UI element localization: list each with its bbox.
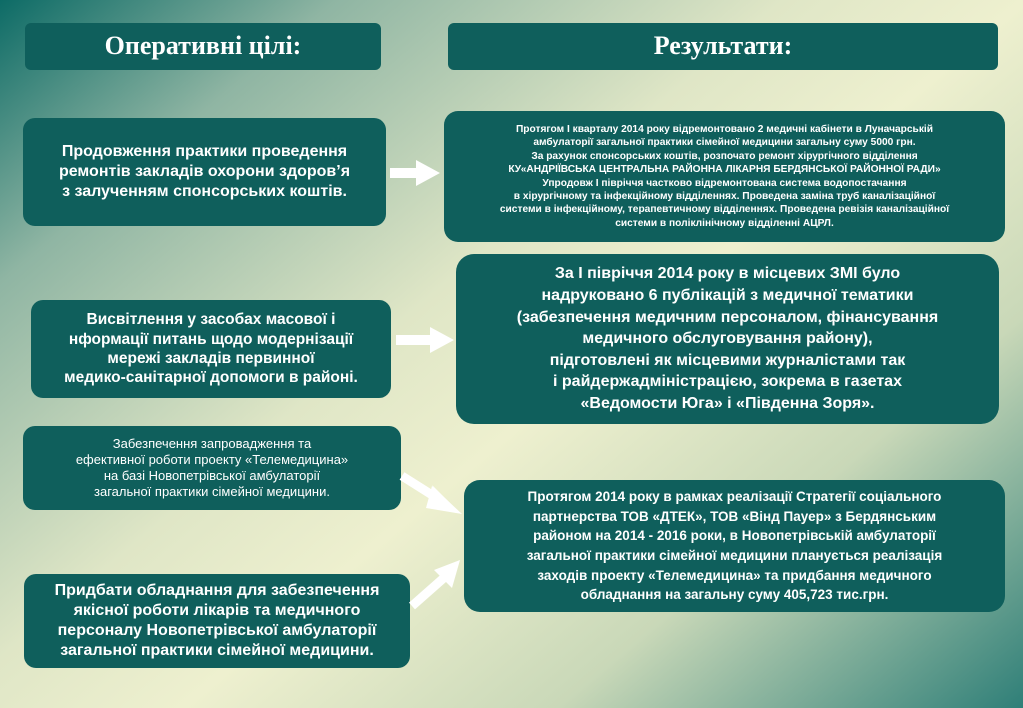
arrow-repairs-icon [390, 160, 440, 186]
goal-telemedicine [23, 426, 401, 510]
goals-header [25, 23, 381, 70]
arrow-media-icon [396, 327, 454, 353]
result-telemedicine-equipment-text: Протягом 2014 року в рамках реалізації Стратегії соціального партнерства ТОВ «ДТЕК», ТОВ «Вінд Пауер» з Бердянським районом на 2014 - 2016 роки, в Новопетрівській амбулаторії загальної практики сімейної медицини планується реалізація заходів проекту «Телемедицина» та придбання медичного обладнання на загальну суму 405,723 тис.грн. [526, 489, 943, 603]
arrow-equipment-icon [412, 560, 460, 606]
goal-repairs-text: Продовження практики проведення ремонтів закладів охорони здоров’я з залученням спонсорських коштів. [58, 143, 351, 200]
arrow-telemedicine-icon [402, 476, 462, 514]
result-media-text: За І півріччя 2014 року в місцевих ЗМІ було надруковано 6 публікацій з медичної тематики (забезпечення медичним персоналом, фінансування медичного обслуговування району), підготовлені як місцевими журналістами так і райдержадміністрацією, зокрема в газетах «Ведомости Юга» і «Південна Зоря». [516, 265, 939, 412]
result-telemedicine-equipment [464, 480, 1005, 612]
goal-repairs [23, 118, 386, 226]
goals-header-label: Оперативні цілі: [104, 31, 302, 61]
result-repairs-text: Протягом І кварталу 2014 року відремонтовано 2 медичні кабінети в Луначарській амбулаторії загальної практики сімейної медицини загальну суму 5000 грн. За рахунок спонсорських коштів, розпочато ремонт хірургічного відділення КУ«АНДРІЇВСЬКА ЦЕНТРАЛЬНА РАЙОННА ЛІКАРНЯ БЕРДЯНСЬКОЇ РАЙОННОЇ РАДИ» Упродовж І півріччя частково відремонтована система водопостачання в хірургічному та інфекційному відділеннях. Проведена заміна труб каналізаційної системи в інфекційному, терапевтичному відділеннях. Проведена ревізія каналізаційної системи в поліклінічному відділенні АЦРЛ. [499, 123, 950, 229]
result-repairs [444, 111, 1005, 242]
goal-media-coverage [31, 300, 391, 398]
results-header-label: Результати: [653, 31, 793, 61]
result-media [456, 254, 999, 424]
goal-telemedicine-text: Забезпечення запровадження та ефективної роботи проекту «Телемедицина» на базі Новопетрівської амбулаторії загальної практики сімейної медицини. [75, 435, 349, 500]
goal-equipment-text: Придбати обладнання для забезпечення якісної роботи лікарів та медичного персоналу Новопетрівської амбулаторії загальної практики сімейної медицини. [54, 582, 380, 659]
goal-equipment [24, 574, 410, 668]
goal-media-coverage-text: Висвітлення у засобах масової і нформації питань щодо модернізації мережі закладів первинної медико-санітарної допомоги в районі. [64, 311, 358, 387]
results-header [448, 23, 998, 70]
